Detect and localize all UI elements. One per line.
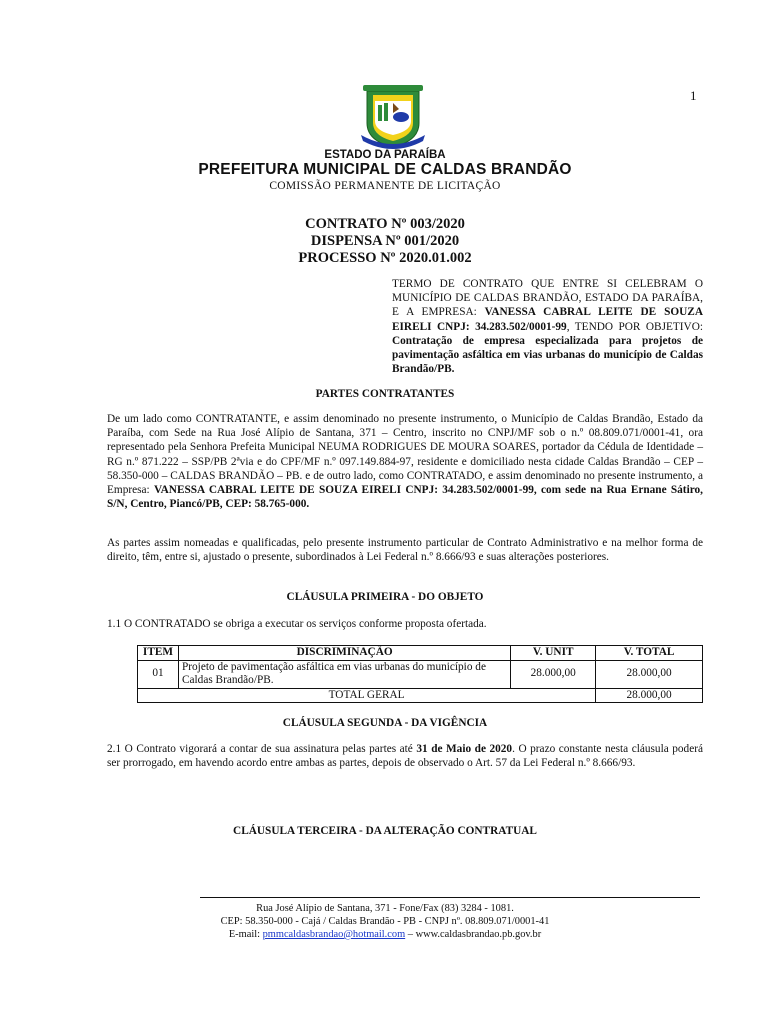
municipality-name: PREFEITURA MUNICIPAL DE CALDAS BRANDÃO (198, 161, 572, 178)
state-name: ESTADO DA PARAÍBA (324, 149, 446, 161)
header-item: ITEM (138, 646, 179, 661)
row-item: 01 (138, 660, 179, 688)
header-total: V. TOTAL (596, 646, 703, 661)
clause2-text-2: . O prazo constante nesta cláusula poderá ser prorrogado, em havendo acordo entre ambas as partes, depois de observado o Art. 57 da Lei Federal n.º 8.666/93. (107, 743, 703, 770)
clause3-heading: CLÁUSULA TERCEIRA - DA ALTERAÇÃO CONTRATUAL (233, 825, 537, 837)
row-total: 28.000,00 (596, 660, 703, 688)
preamble-text-2: , TENDO POR OBJETIVO: (566, 320, 704, 333)
contract-number: CONTRATO Nº 003/2020 (305, 216, 465, 232)
preamble-company: VANESSA CABRAL LEITE DE SOUZA EIRELI CNPJ: 34.283.502/0001-99 (392, 306, 703, 333)
preamble-object: Contratação de empresa especializada para projetos de pavimentação asfáltica em vias urbanas do município de Caldas Brandão/PB. (392, 334, 703, 376)
row-unit: 28.000,00 (511, 660, 596, 688)
dispensa-number: DISPENSA Nº 001/2020 (310, 233, 460, 249)
total-label: TOTAL GERAL (138, 688, 596, 703)
table-header-row (138, 646, 703, 661)
partes-heading: PARTES CONTRATANTES (315, 388, 455, 400)
table-row (138, 660, 703, 688)
clause2-heading: CLÁUSULA SEGUNDA - DA VIGÊNCIA (282, 717, 488, 729)
clause1-item: 1.1 O CONTRATADO se obriga a executar os serviços conforme proposta ofertada. (107, 618, 487, 630)
page-number: 1 (690, 88, 697, 103)
total-value: 28.000,00 (596, 688, 703, 703)
clause2-date: 31 de Maio de 2020 (416, 743, 513, 755)
preamble-text: TERMO DE CONTRATO QUE ENTRE SI CELEBRAM O MUNICÍPIO DE CALDAS BRANDÃO, ESTADO DA PARAÍBA, E A EMPRESA: (392, 278, 703, 319)
website-text: – www.caldasbrandao.pb.gov.br (405, 929, 542, 940)
header-unit: V. UNIT (511, 646, 596, 661)
clause2-text: 2.1 O Contrato vigorará a contar de sua assinatura pelas partes até (107, 743, 417, 755)
footer-cep: CEP: 58.350-000 - Cajá / Caldas Brandão - PB - CNPJ nº. 08.809.071/0001-41 (220, 916, 550, 927)
email-link[interactable]: pmmcaldasbrandao@hotmail.com (262, 929, 406, 940)
footer-divider (200, 897, 700, 898)
contract-preamble (392, 277, 703, 376)
partes-text: De um lado como CONTRATANTE, e assim denominado no presente instrumento, o Município de Caldas Brandão, Estado da Paraíba, com Sede na Rua José Alípio de Santana, 371 – Centro, inscrito no CNPJ/MF sob o n.º 08.809.071/0001-41, ora representado pela Senhora Prefeita Municipal NEUMA RODRIGUES DE MOURA SOARES, portador da Cédula de Identidade – RG n.º 871.222 – SSP/PB 2ªvia e do CPF/MF n.º 097.149.884-97, residente e domiciliado nesta cidade Caldas Brandão – CEP – 58.350-000 – CALDAS BRANDÃO – PB. e de outro lado, como CONTRATADO, e assim denominado no presente instrumento, a Empresa: (107, 413, 703, 497)
municipal-crest-icon (357, 83, 429, 149)
clause1-heading: CLÁUSULA PRIMEIRA - DO OBJETO (286, 591, 484, 603)
partes-company: VANESSA CABRAL LEITE DE SOUZA EIRELI CNPJ: 34.283.502/0001-99, com sede na Rua Ernane Sátiro, S/N, Centro, Piancó/PB, CEP: 58.765-000. (107, 484, 703, 511)
partes-paragraph (107, 412, 703, 511)
clause2-paragraph (107, 742, 703, 770)
row-description: Projeto de pavimentação asfáltica em vias urbanas do município de Caldas Brandão/PB. (178, 660, 510, 688)
intro-paragraph: As partes assim nomeadas e qualificadas, pelo presente instrumento particular de Contrato Administrativo e na melhor forma de direito, têm, entre si, ajustado o presente, subordinados à Lei Federal n.º 8.666/93 e suas alterações posteriores. (107, 537, 703, 564)
footer-address: Rua José Alípio de Santana, 371 - Fone/Fax (83) 3284 - 1081. (256, 903, 514, 914)
email-label: E-mail: (228, 929, 263, 940)
footer-contact (0, 928, 770, 941)
process-number: PROCESSO Nº 2020.01.002 (298, 250, 472, 266)
items-table (137, 645, 703, 703)
commission-name: COMISSÃO PERMANENTE DE LICITAÇÃO (269, 180, 501, 192)
table-total-row (138, 688, 703, 703)
header-description: DISCRIMINAÇÃO (178, 646, 510, 661)
